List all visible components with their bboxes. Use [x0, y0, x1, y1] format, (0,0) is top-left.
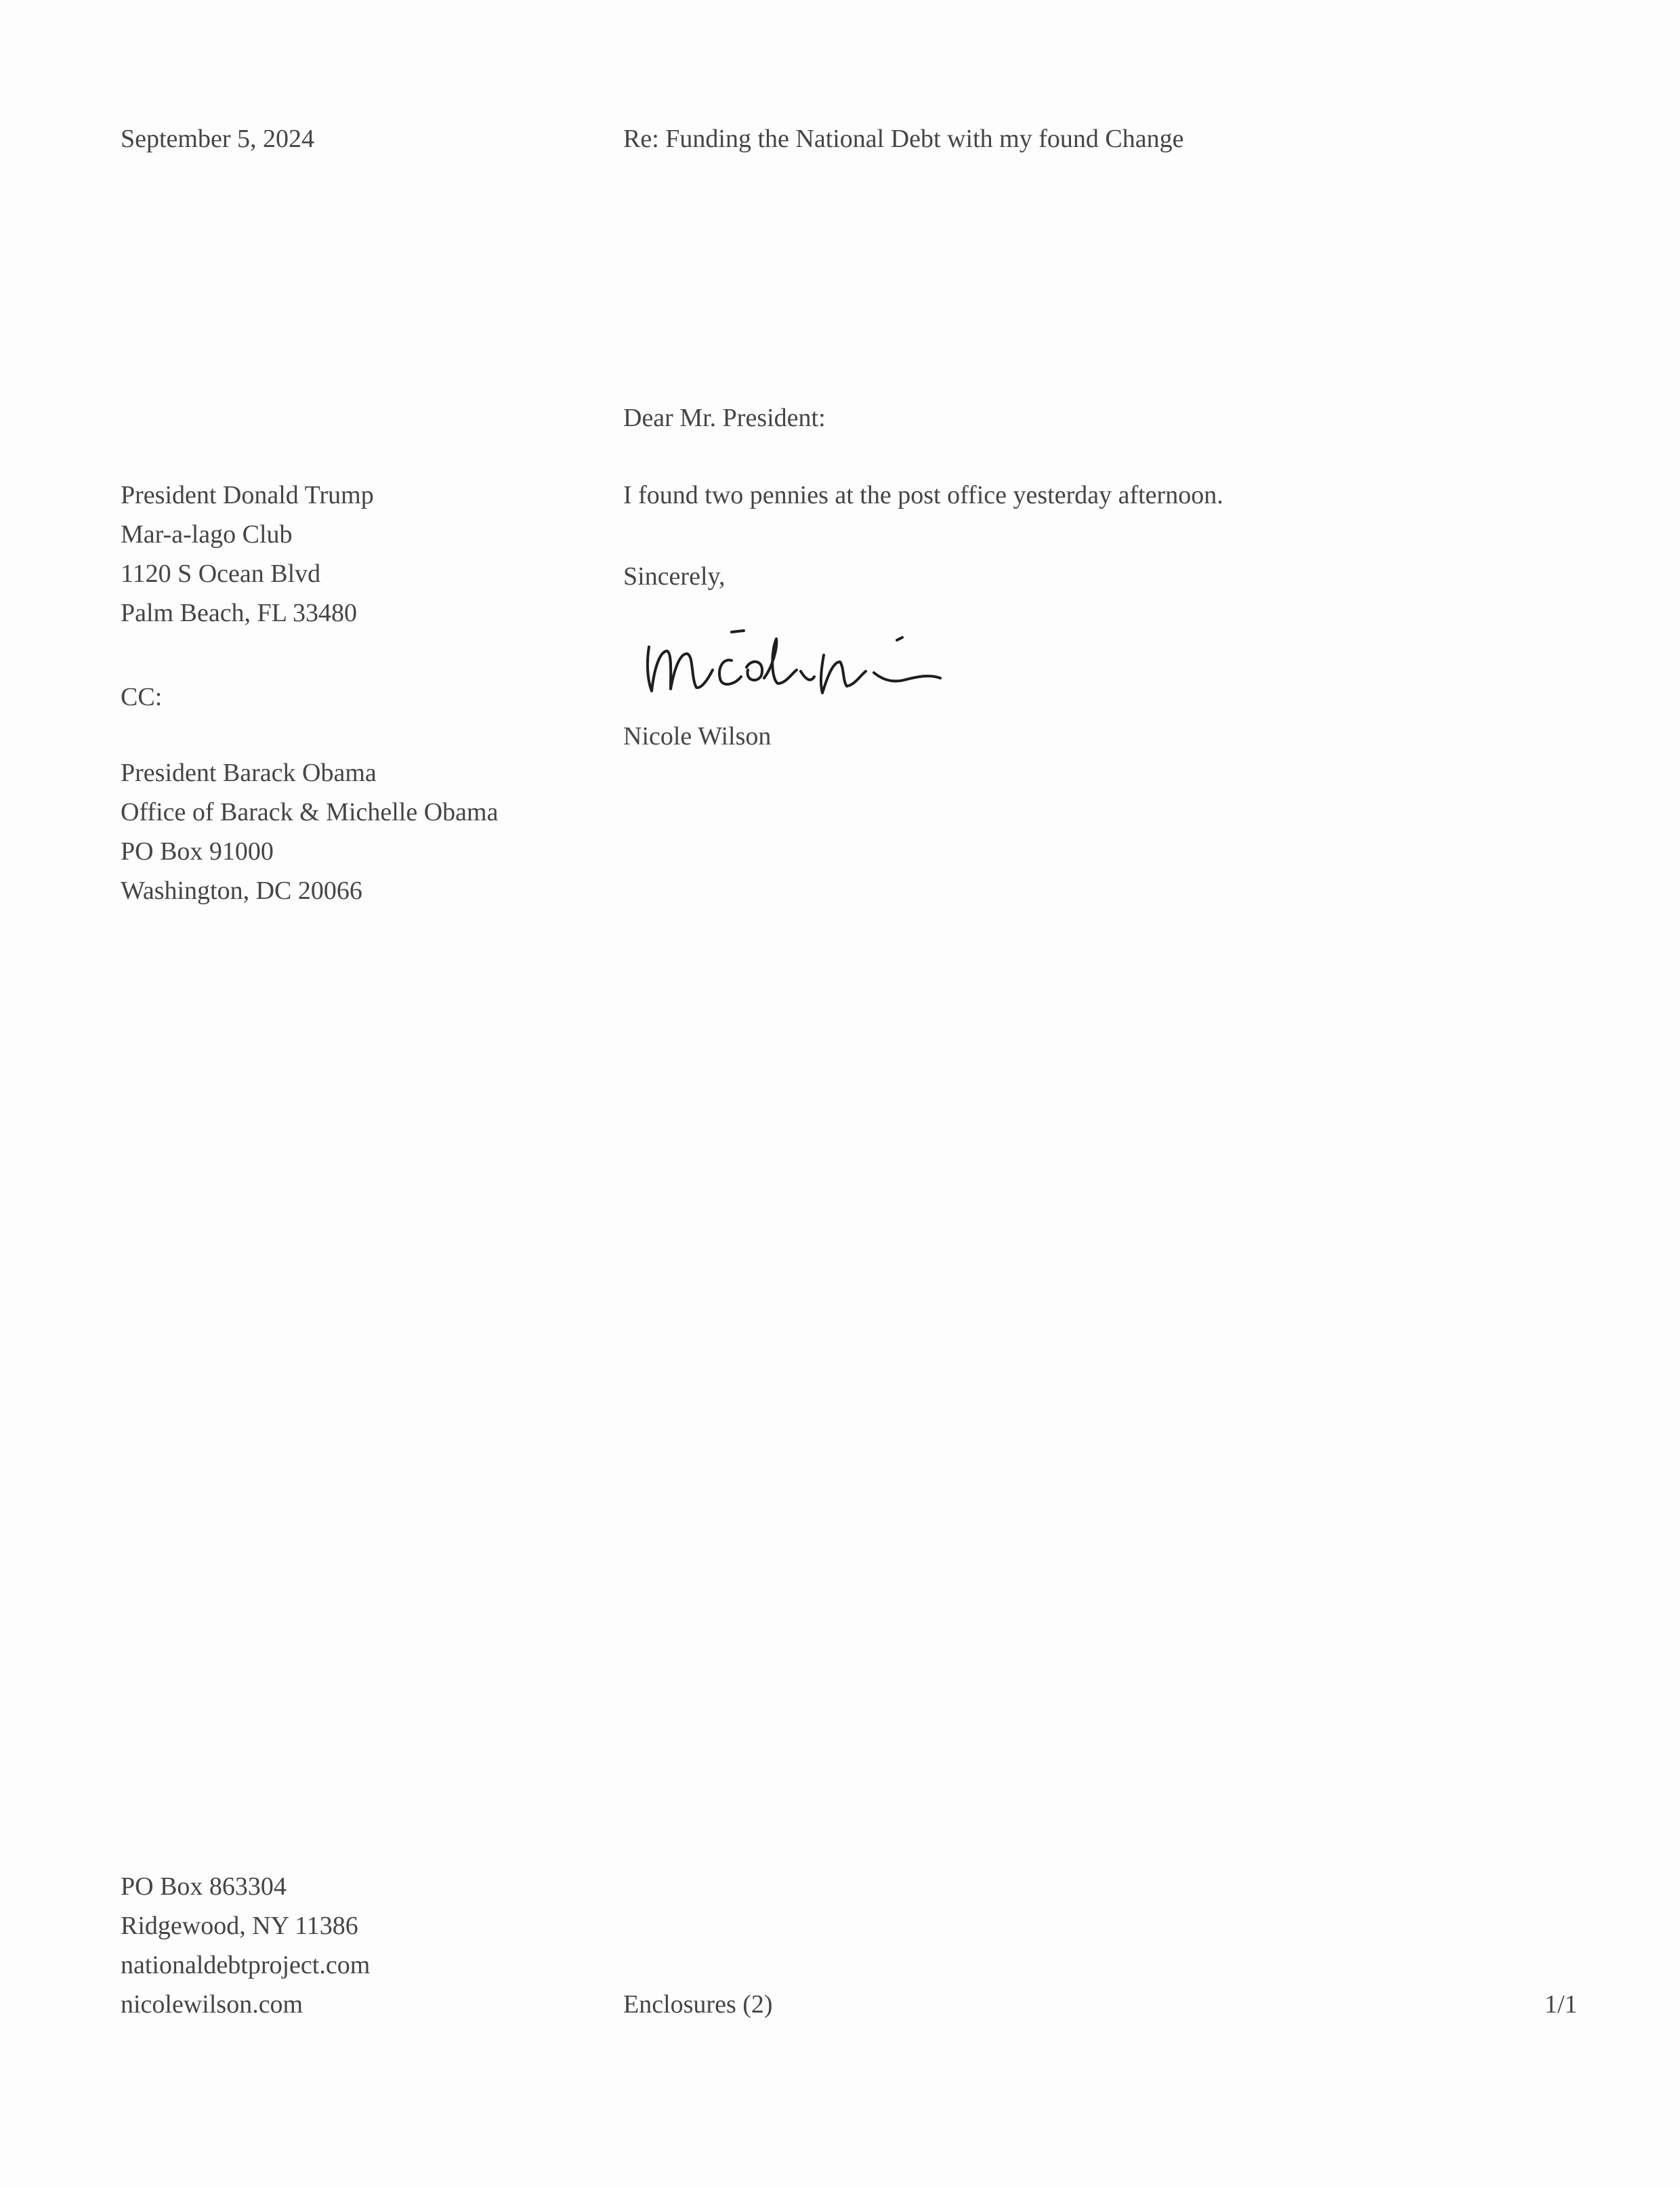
- page-number: 1/1: [1545, 1990, 1578, 2019]
- sender-line: Ridgewood, NY 11386: [121, 1912, 358, 1940]
- signer-name: Nicole Wilson: [623, 722, 772, 751]
- recipient-address: [121, 476, 374, 633]
- salutation: Dear Mr. President:: [623, 404, 826, 432]
- recipient-line: 1120 S Ocean Blvd: [121, 560, 321, 588]
- cc-line: President Barack Obama: [121, 759, 377, 787]
- cc-line: Washington, DC 20066: [121, 877, 362, 905]
- recipient-line: President Donald Trump: [121, 481, 374, 509]
- closing: Sincerely,: [623, 562, 726, 591]
- cc-line: Office of Barack & Michelle Obama: [121, 798, 499, 826]
- recipient-line: Palm Beach, FL 33480: [121, 599, 357, 627]
- handwritten-signature: [637, 613, 975, 708]
- letter-body: I found two pennies at the post office yesterday afternoon.: [623, 481, 1223, 509]
- letter-subject: Re: Funding the National Debt with my found Change: [623, 125, 1184, 153]
- cc-address: [121, 753, 498, 910]
- enclosures: Enclosures (2): [623, 1990, 773, 2019]
- sender-line: nicolewilson.com: [121, 1990, 303, 2019]
- cc-label: CC:: [121, 683, 163, 711]
- sender-line: PO Box 863304: [121, 1872, 287, 1901]
- letter-date: September 5, 2024: [121, 125, 315, 153]
- sender-address: [121, 1867, 370, 2024]
- sender-line: nationaldebtproject.com: [121, 1951, 371, 1979]
- cc-line: PO Box 91000: [121, 837, 274, 866]
- recipient-line: Mar-a-lago Club: [121, 520, 293, 549]
